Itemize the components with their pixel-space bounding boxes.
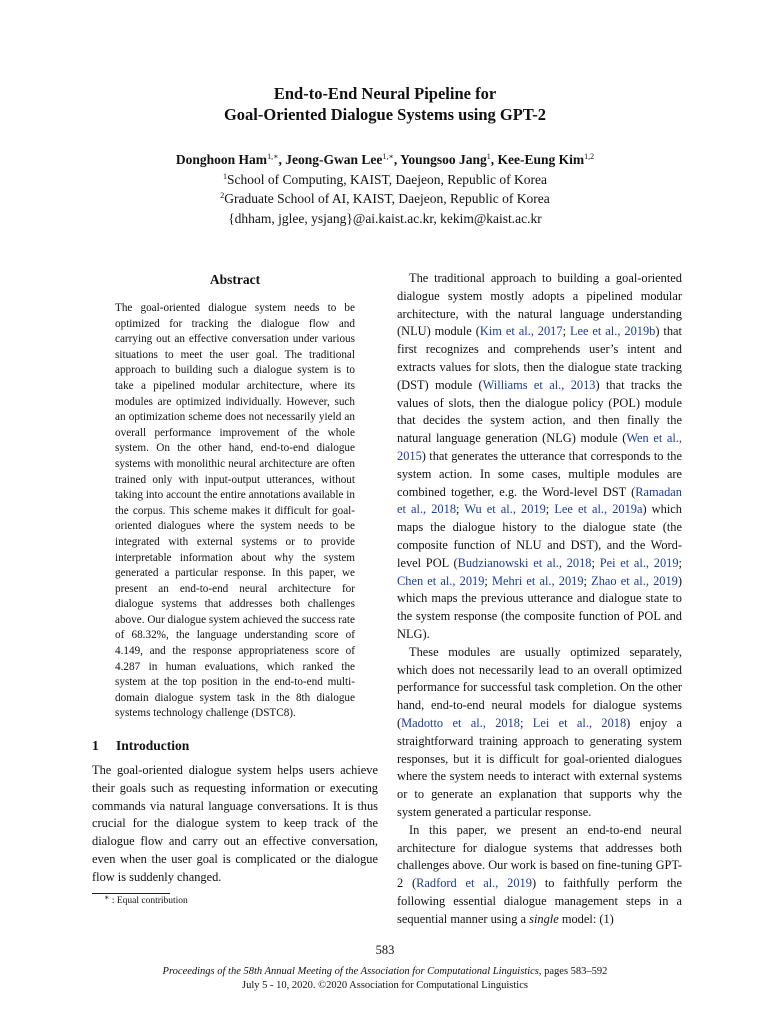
body-text: ; <box>583 573 592 588</box>
proceedings-pages: , pages 583–592 <box>538 966 608 977</box>
citation-link[interactable]: Madotto et al., 2018 <box>401 715 520 730</box>
citation-link[interactable]: Kim et al., 2017 <box>479 324 563 339</box>
section-number: 1 <box>92 738 99 754</box>
author-sup: 1 <box>486 152 491 161</box>
author-sup: 1,∗ <box>382 152 394 161</box>
citation-link[interactable]: Chen et al., 2019 <box>397 573 485 588</box>
paper-title <box>0 83 770 125</box>
author-name: Donghoon Ham <box>175 152 268 167</box>
author-sup: 1,∗ <box>267 152 279 161</box>
proceedings-venue: Proceedings of the 58th Annual Meeting of the Association for Computational Linguistics <box>162 966 539 977</box>
body-text: ) which maps the dialogue history to the dialogue state (the composite function of NLU and DST), and the Word-level POL ( <box>397 502 682 570</box>
citation-link[interactable]: Budzianowski et al., 2018 <box>457 555 592 570</box>
body-text: ; <box>484 573 492 588</box>
citation-link[interactable]: Mehri et al., 2019 <box>492 573 584 588</box>
body-text: ) that tracks the values of slots, then the dialogue policy (POL) module that decides the system action, and then finally the natural language generation (NLG) module ( <box>397 377 682 446</box>
citation-link[interactable]: Wu et al., 2019 <box>464 502 546 517</box>
affiliation-text: Graduate School of AI, KAIST, Daejeon, Republic of Korea <box>224 191 550 206</box>
body-text: In this paper, we present an end-to-end neural architecture for dialogue systems that addresses both challenges above. Our work is based on fine-tuning GPT-2 ( <box>397 822 682 891</box>
proceedings-footer <box>0 965 770 993</box>
body-text: ; <box>591 555 600 570</box>
right-column <box>397 270 682 928</box>
body-text: ) that generates the utterance that corresponds to the system action. In some cases, multiple modules are combined together, e.g. the Word-level DST ( <box>397 448 682 499</box>
author-name: Jeong-Gwan Lee <box>285 152 383 167</box>
citation-link[interactable]: Wen et al., 2015 <box>397 431 683 463</box>
section-title: Introduction <box>116 738 190 754</box>
footnote-mark: ∗ <box>104 892 110 902</box>
affiliation-2 <box>0 189 770 209</box>
citation-link[interactable]: Pei et al., 2019 <box>599 555 679 570</box>
citation-link[interactable]: Radford et al., 2019 <box>416 876 532 891</box>
title-line-2: Goal-Oriented Dialogue Systems using GPT-2 <box>223 105 547 124</box>
citation-link[interactable]: Lei et al., 2018 <box>532 715 627 730</box>
page-number: 583 <box>375 943 395 957</box>
section-heading-introduction <box>92 738 378 754</box>
body-text: ) enjoy a straightforward training approach to generating system responses, but it is difficult for goal-oriented dialogues where the system needs to interact with external systems or to generate an explanation that supports why the system generated a particular response. <box>397 715 682 819</box>
body-text: ) that first recognizes and comprehends user’s intent and extracts values for slots, then the dialogue state tracking (DST) module ( <box>397 324 682 392</box>
intro-paragraph: The goal-oriented dialogue system helps users achieve their goals such as requesting information or executing commands via natural language conversations. It is thus crucial for the dialogue system to keep track of the dialogue flow and carry out an effective conversation, even when the user goal is complicated or the dialogue flow is suddenly changed. <box>92 763 378 884</box>
left-column <box>92 270 378 906</box>
abstract-text: The goal-oriented dialogue system needs to be optimized for tracking the dialogue flow and carrying out an effective conversation under various situations to meet the user goal. The traditional approach to building such a dialogue system is to take a pipelined modular architecture, where its modules are optimized individually. However, such an optimization scheme does not necessarily yield an overall performance improvement of the whole system. On the other hand, end-to-end dialogue systems with monolithic neural architecture are often trained only with input-output utterances, without taking into account the entire annotations available in the corpus. This scheme makes it difficult for goal-oriented dialogues where the system needs to be integrated with external systems or to provide interpretable information about why the system generated a particular response. In this paper, we present an end-to-end neural architecture for dialogue systems that addresses both challenges above. Our dialogue system achieved the success rate of 68.32%, the language understanding score of 4.149, and the response appropriateness score of 4.287 in human evaluations, which ranked the system at the top position in the end-to-end multi-domain dialogue system task in the 8th dialogue systems technology challenge (DSTC8). <box>115 302 355 720</box>
footnote <box>104 892 378 906</box>
body-paragraph <box>397 270 682 644</box>
body-paragraph <box>397 822 682 929</box>
author-block <box>0 150 770 228</box>
body-text: model: (1) <box>558 911 614 926</box>
body-text: ; <box>456 502 465 517</box>
citation-link[interactable]: Lee et al., 2019b <box>569 324 656 339</box>
body-text: ; <box>520 715 533 730</box>
title-line-1: End-to-End Neural Pipeline for <box>273 84 497 103</box>
citation-link[interactable]: Ramadan et al., 2018 <box>397 484 682 517</box>
affiliation-sup: 1 <box>223 171 228 181</box>
proceedings-line-2: July 5 - 10, 2020. ©2020 Association for Computational Linguistics <box>242 980 528 991</box>
body-text: ; <box>562 324 570 339</box>
author-name: Kee-Eung Kim <box>497 152 585 167</box>
emphasis-text: single <box>529 911 559 926</box>
abstract-heading: Abstract <box>209 272 261 287</box>
proceedings-line-1 <box>0 965 770 979</box>
body-text: ; <box>678 555 682 570</box>
citation-link[interactable]: Lee et al., 2019a <box>554 502 643 517</box>
footnote-text: : Equal contribution <box>111 895 188 906</box>
affiliation-1 <box>0 170 770 190</box>
body-text: ) which maps the previous utterance and dialogue state to the system response (the composite function of POL and NLG). <box>397 573 682 641</box>
affiliation-sup: 2 <box>220 191 225 200</box>
body-text: These modules are usually optimized separately, which does not necessarily lead to an overall optimized performance for successful task completion. On the other hand, end-to-end neural models for dialogue systems ( <box>397 644 682 730</box>
author-name: Youngsoo Jang <box>400 152 487 167</box>
citation-link[interactable]: Williams et al., 2013 <box>482 377 596 392</box>
author-names: Donghoon Ham$^{1,∗}$, Jeong-Gwan Lee$^{1,∗}$, Youngsoo Jang$^1$, Kee-Eung Kim$^{1,2}$ <box>175 152 595 167</box>
author-emails: {dhham, jglee, ysjang}@ai.kaist.ac.kr, kekim@kaist.ac.kr <box>228 210 542 226</box>
body-text: The traditional approach to building a goal-oriented dialogue system mostly adopts a pipelined modular architecture, with the natural language understanding (NLU) module ( <box>397 271 682 339</box>
body-paragraph <box>397 644 682 822</box>
citation-link[interactable]: Zhao et al., 2019 <box>591 573 678 588</box>
body-text: ) to faithfully perform the following essential dialogue management steps in a sequential manner using a <box>397 876 682 926</box>
affiliation-text: School of Computing, KAIST, Daejeon, Republic of Korea <box>227 171 547 187</box>
body-text: ; <box>545 502 555 517</box>
author-sup: 1,2 <box>584 152 595 161</box>
